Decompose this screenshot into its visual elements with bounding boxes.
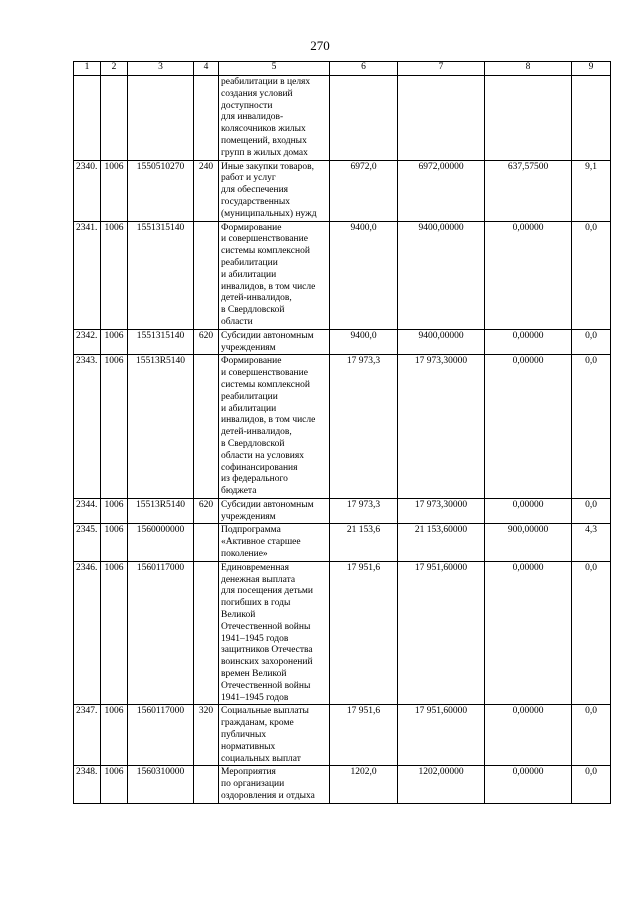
section-code: 1006	[101, 221, 128, 329]
expense-type-code	[194, 561, 219, 705]
execution-percent: 0,0	[572, 766, 611, 803]
execution-percent: 0,0	[572, 561, 611, 705]
item-name	[219, 76, 330, 161]
table-row	[74, 524, 611, 561]
item-name-text: Иные закупки товаров, работ и услуг для обеспечения государственных (муниципальных) нужд	[221, 161, 317, 219]
planned-amount: 17 951,60000	[398, 561, 485, 705]
table-row	[74, 221, 611, 329]
approved-amount: 1202,0	[330, 766, 398, 803]
table-row	[74, 160, 611, 221]
executed-amount: 0,00000	[485, 766, 572, 803]
table-row	[74, 766, 611, 803]
item-name	[219, 766, 330, 803]
section-code: 1006	[101, 498, 128, 524]
item-name-text: Мероприятия по организации оздоровления и отдыха	[221, 767, 315, 802]
approved-amount: 9400,0	[330, 221, 398, 329]
row-number: 2345.	[74, 524, 101, 561]
approved-amount: 21 153,6	[330, 524, 398, 561]
article-code: 1560000000	[128, 524, 194, 561]
execution-percent: 0,0	[572, 221, 611, 329]
row-number: 2347.	[74, 705, 101, 766]
executed-amount: 0,00000	[485, 329, 572, 355]
expense-type-code	[194, 76, 219, 161]
budget-table	[73, 61, 611, 804]
approved-amount: 17 951,6	[330, 705, 398, 766]
item-name	[219, 355, 330, 499]
item-name-text: Подпрограмма «Активное старшее поколение»	[221, 525, 301, 560]
planned-amount: 21 153,60000	[398, 524, 485, 561]
table-row	[74, 76, 611, 161]
section-code: 1006	[101, 561, 128, 705]
article-code: 1551315140	[128, 329, 194, 355]
expense-type-code	[194, 355, 219, 499]
col-header-5: 5	[219, 62, 330, 76]
col-header-1: 1	[74, 62, 101, 76]
approved-amount	[330, 76, 398, 161]
table-body	[74, 76, 611, 804]
execution-percent	[572, 76, 611, 161]
item-name	[219, 561, 330, 705]
execution-percent: 0,0	[572, 329, 611, 355]
execution-percent: 0,0	[572, 705, 611, 766]
planned-amount: 17 951,60000	[398, 705, 485, 766]
planned-amount: 9400,00000	[398, 221, 485, 329]
section-code: 1006	[101, 705, 128, 766]
article-code: 1560117000	[128, 705, 194, 766]
row-number: 2348.	[74, 766, 101, 803]
approved-amount: 17 973,3	[330, 355, 398, 499]
expense-type-code: 320	[194, 705, 219, 766]
col-header-6: 6	[330, 62, 398, 76]
item-name	[219, 498, 330, 524]
expense-type-code: 620	[194, 329, 219, 355]
execution-percent: 9,1	[572, 160, 611, 221]
item-name-text: Социальные выплаты гражданам, кроме публичных нормативных социальных выплат	[221, 706, 309, 764]
article-code: 15513R5140	[128, 498, 194, 524]
table-row	[74, 705, 611, 766]
row-number: 2341.	[74, 221, 101, 329]
item-name-text: Формирование и совершенствование системы комплексной реабилитации и абилитации инвалидов, в том числе детей-инвалидов, в Свердловской области на условиях софинансирования из федерального бюджета	[221, 356, 316, 497]
item-name-text: Формирование и совершенствование системы комплексной реабилитации и абилитации инвалидов, в том числе детей-инвалидов, в Свердловской области	[221, 222, 316, 327]
expense-type-code	[194, 221, 219, 329]
page-number: 270	[310, 38, 330, 53]
approved-amount: 6972,0	[330, 160, 398, 221]
item-name	[219, 160, 330, 221]
section-code: 1006	[101, 524, 128, 561]
col-header-2: 2	[101, 62, 128, 76]
item-name	[219, 221, 330, 329]
executed-amount: 0,00000	[485, 221, 572, 329]
executed-amount: 637,57500	[485, 160, 572, 221]
approved-amount: 17 973,3	[330, 498, 398, 524]
article-code: 1560117000	[128, 561, 194, 705]
item-name-text: Субсидии автономным учреждениям	[221, 330, 314, 353]
planned-amount: 9400,00000	[398, 329, 485, 355]
section-code: 1006	[101, 766, 128, 803]
executed-amount: 0,00000	[485, 355, 572, 499]
expense-type-code	[194, 766, 219, 803]
item-name	[219, 705, 330, 766]
row-number: 2342.	[74, 329, 101, 355]
item-name-text: Единовременная денежная выплата для посещения детьми погибших в годы Великой Отечественной войны 1941–1945 годов защитников Отечества воинских захоронений времен Великой Отечественной войны 1941–1945 годов	[221, 562, 314, 703]
article-code: 1550510270	[128, 160, 194, 221]
execution-percent: 0,0	[572, 498, 611, 524]
article-code: 15513R5140	[128, 355, 194, 499]
row-number: 2340.	[74, 160, 101, 221]
section-code: 1006	[101, 355, 128, 499]
execution-percent: 0,0	[572, 355, 611, 499]
table-row	[74, 561, 611, 705]
executed-amount: 0,00000	[485, 498, 572, 524]
section-code: 1006	[101, 329, 128, 355]
article-code	[128, 76, 194, 161]
col-header-3: 3	[128, 62, 194, 76]
planned-amount	[398, 76, 485, 161]
expense-type-code: 620	[194, 498, 219, 524]
col-header-7: 7	[398, 62, 485, 76]
planned-amount: 17 973,30000	[398, 498, 485, 524]
article-code: 1560310000	[128, 766, 194, 803]
row-number: 2343.	[74, 355, 101, 499]
item-name-text: реабилитации в целях создания условий доступности для инвалидов- колясочников жилых помещений, входных групп в жилых домах	[221, 77, 311, 158]
planned-amount: 6972,00000	[398, 160, 485, 221]
row-number	[74, 76, 101, 161]
article-code: 1551315140	[128, 221, 194, 329]
expense-type-code	[194, 524, 219, 561]
item-name	[219, 524, 330, 561]
col-header-9: 9	[572, 62, 611, 76]
col-header-8: 8	[485, 62, 572, 76]
row-number: 2346.	[74, 561, 101, 705]
approved-amount: 9400,0	[330, 329, 398, 355]
approved-amount: 17 951,6	[330, 561, 398, 705]
planned-amount: 1202,00000	[398, 766, 485, 803]
executed-amount: 900,00000	[485, 524, 572, 561]
header-row	[74, 62, 611, 76]
col-header-4: 4	[194, 62, 219, 76]
executed-amount	[485, 76, 572, 161]
executed-amount: 0,00000	[485, 705, 572, 766]
table-row	[74, 498, 611, 524]
section-code	[101, 76, 128, 161]
expense-type-code: 240	[194, 160, 219, 221]
item-name	[219, 329, 330, 355]
planned-amount: 17 973,30000	[398, 355, 485, 499]
row-number: 2344.	[74, 498, 101, 524]
item-name-text: Субсидии автономным учреждениям	[221, 499, 314, 522]
executed-amount: 0,00000	[485, 561, 572, 705]
section-code: 1006	[101, 160, 128, 221]
execution-percent: 4,3	[572, 524, 611, 561]
table-row	[74, 355, 611, 499]
table-row	[74, 329, 611, 355]
